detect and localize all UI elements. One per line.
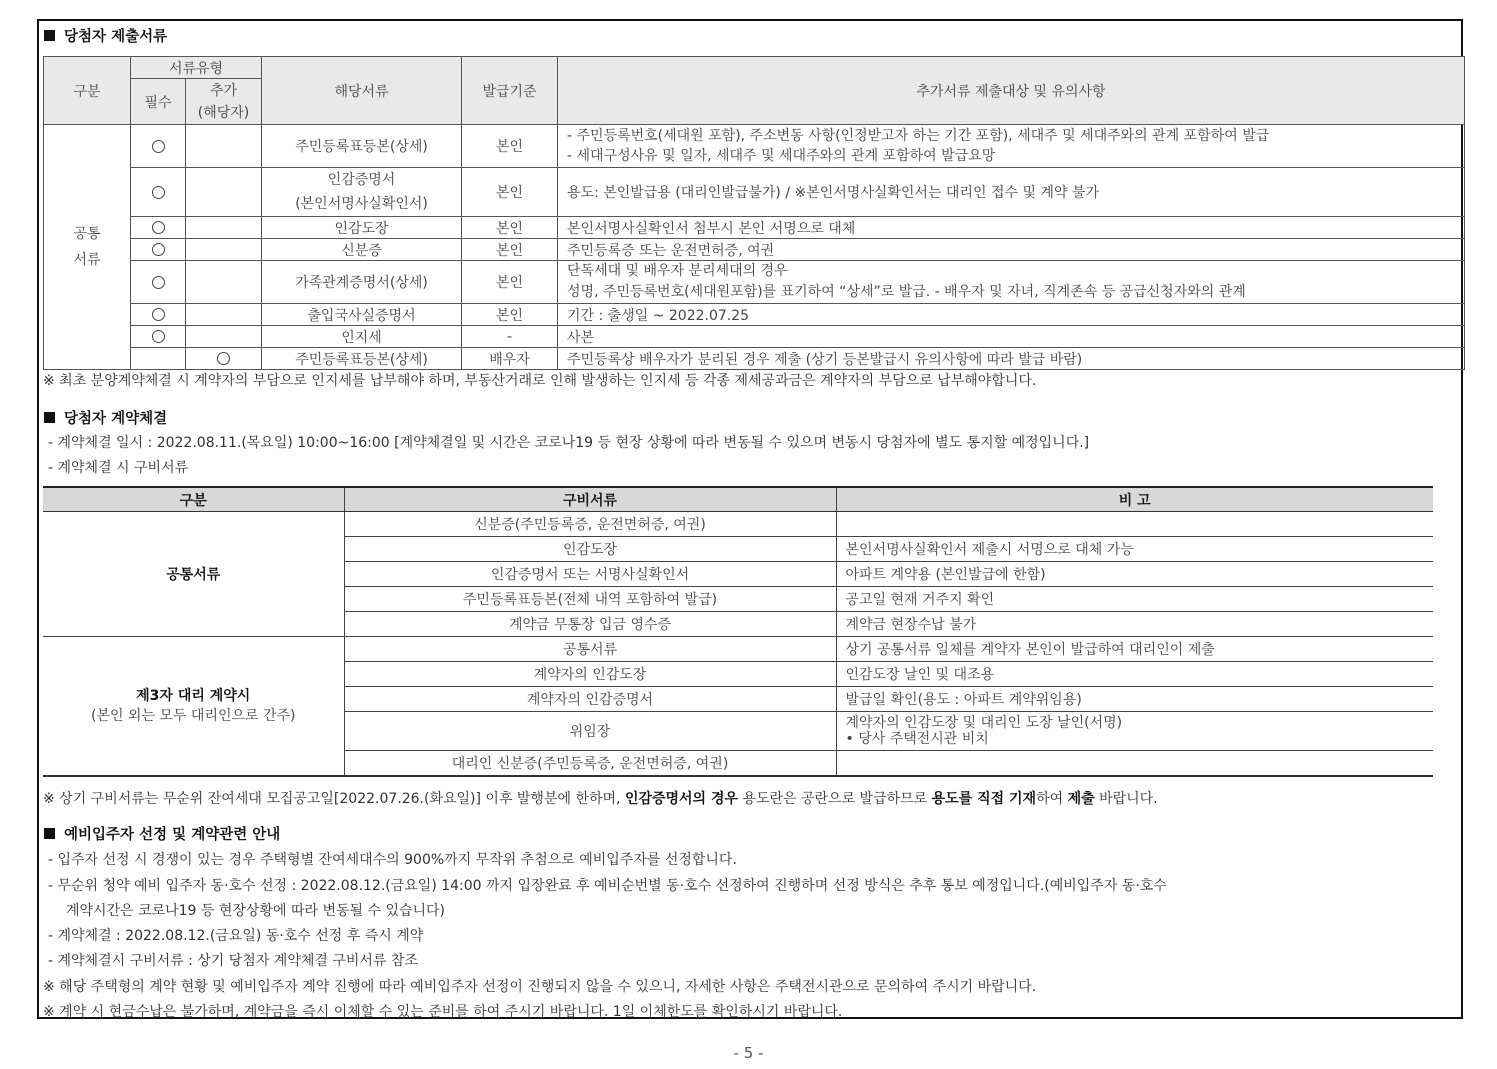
header-document: 해당서류 [262,57,462,125]
required-doc: 계약금 무통장 입금 영수증 [344,612,836,637]
table-row [44,326,1465,348]
document-line2: (본인서명사실확인서) [295,196,428,212]
table-row [44,239,1465,261]
additional-mark [186,304,262,326]
group-label: 공통서류 [166,567,221,583]
header-issue-basis: 발급기준 [462,57,558,125]
required-mark [131,125,186,168]
table-row [43,512,1433,537]
circle-mark-icon [152,140,165,153]
document-name: 신분증 [262,239,462,261]
section-heading-contract [44,407,167,428]
table-row [44,348,1465,370]
docs-validity-footnote [43,788,1158,808]
circle-mark-icon [152,186,165,199]
table-row [43,637,1433,662]
group-common-docs [43,512,344,637]
header-category: 구분 [44,57,131,125]
issue-basis: 본인 [462,304,558,326]
payment-note: ※ 계약 시 현금수납은 불가하며, 계약금을 즉시 이체할 수 있는 준비를 하여 주시기 바랍니다. 1일 이체한도를 확인하시기 바랍니다. [43,1004,843,1020]
document-note: 주민등록증 또는 운전면허증, 여권 [558,239,1465,261]
footnote-bold: 인감증명서의 경우 [624,791,739,807]
additional-mark [186,125,262,168]
additional-mark [186,348,262,370]
required-mark [131,326,186,348]
document-name: 가족관계증명서(상세) [262,261,462,304]
footnote-part: 용도란은 공란으로 발급하므로 [738,791,932,807]
document-name: 주민등록표등본(상세) [262,348,462,370]
required-mark [131,168,186,217]
issue-basis: 본인 [462,125,558,168]
header-notes: 추가서류 제출대상 및 유의사항 [558,57,1465,125]
document-line1: 인감증명서 [327,172,396,188]
remark [836,751,1433,777]
waitlist-line: - 입주자 선정 시 경쟁이 있는 경우 주택형별 잔여세대수의 900%까지 무작위 추첨으로 예비입주자를 선정합니다. [48,852,737,868]
note-line1: - 주민등록번호(세대원 포함), 주소변동 사항(인정받고자 하는 기간 포함), 세대주 및 세대주와의 관계 포함하여 발급 [567,128,1270,144]
document-note: 용도: 본인발급용 (대리인발급불가) / ※본인서명사실확인서는 대리인 접수 및 계약 불가 [558,168,1465,217]
header-additional [186,79,262,125]
footnote-part: 바랍니다. [1094,791,1158,807]
document-name: 인감도장 [262,217,462,239]
footnote-bold: 용도를 직접 기재 [931,791,1037,807]
table-row [44,168,1465,217]
document-note: 기간 : 출생일 ~ 2022.07.25 [558,304,1465,326]
group-sublabel: (본인 외는 모두 대리인으로 간주) [90,708,296,724]
required-doc: 인감도장 [344,537,836,562]
required-doc: 계약자의 인감증명서 [344,687,836,712]
footnote-part: ※ 상기 구비서류는 무순위 잔여세대 모집공고일[2022.07.26.(화요일)] 이후 발행분에 한하며, [43,791,625,807]
footnote-part: 하여 [1036,791,1068,807]
header-additional-line1: 추가 [209,82,238,99]
group-label: 제3자 대리 계약시 [136,688,251,704]
square-bullet-icon [44,412,55,423]
circle-mark-icon [152,276,165,289]
header-required: 필수 [131,79,186,125]
remark: 발급일 확인(용도 : 아파트 계약위임용) [836,687,1433,712]
additional-mark [186,217,262,239]
document-name: 인지세 [262,326,462,348]
issue-basis: 본인 [462,239,558,261]
page-number: - 5 - [733,1044,764,1062]
header-remarks: 비 고 [836,487,1433,512]
circle-mark-icon [152,221,165,234]
common-docs-label [44,125,131,370]
remark-line1: 계약자의 인감도장 및 대리인 도장 날인(서명) [845,715,1123,731]
waitlist-line: - 계약체결시 구비서류 : 상기 당첨자 계약체결 구비서류 참조 [48,953,418,969]
header-additional-line2: (해당자) [197,104,250,121]
waitlist-line: - 무순위 청약 예비 입주자 동·호수 선정 : 2022.08.12.(금요일) 14:00 까지 입장완료 후 예비순번별 동·호수 선정하여 진행하며 선정 방식은 추후 통보 예정입니다.(예비입주자 동·호수 [48,878,1167,894]
note-line2: 성명, 주민등록번호(세대원포함)를 표기하여 “상세”로 발급. - 배우자 및 자녀, 직계존속 등 공급신청자와의 관계 [567,284,1246,300]
circle-mark-icon [152,308,165,321]
note-line1: 단독세대 및 배우자 분리세대의 경우 [567,263,788,279]
group-proxy-contract [43,637,344,777]
additional-mark [186,261,262,304]
heading-text: 당첨자 제출서류 [64,29,168,45]
table-row [44,217,1465,239]
waitlist-line: - 계약체결 : 2022.08.12.(금요일) 동·호수 선정 후 즉시 계약 [48,928,424,944]
required-mark [131,239,186,261]
contract-docs-line: - 계약체결 시 구비서류 [48,460,189,476]
heading-text: 예비입주자 선정 및 계약관련 안내 [64,827,281,843]
required-doc: 위임장 [344,712,836,751]
circle-mark-icon [217,352,230,365]
required-mark [131,304,186,326]
remark: 계약금 현장수납 불가 [836,612,1433,637]
issue-basis: 본인 [462,168,558,217]
required-doc: 계약자의 인감도장 [344,662,836,687]
document-name [262,168,462,217]
common-label-line2: 서류 [73,252,101,268]
header-documents: 구비서류 [344,487,836,512]
remark [836,512,1433,537]
required-doc: 인감증명서 또는 서명사실확인서 [344,562,836,587]
required-doc: 신분증(주민등록증, 운전면허증, 여권) [344,512,836,537]
required-doc: 주민등록표등본(전체 내역 포함하여 발급) [344,587,836,612]
document-note: 사본 [558,326,1465,348]
remark: 아파트 계약용 (본인발급에 한함) [836,562,1433,587]
issue-basis: 배우자 [462,348,558,370]
submission-documents-table [43,56,1465,370]
issue-basis: 본인 [462,261,558,304]
waitlist-note: ※ 해당 주택형의 계약 현황 및 예비입주자 계약 진행에 따라 예비입주자 선정이 진행되지 않을 수 있으니, 자세한 사항은 주택전시관으로 문의하여 주시기 바랍니다. [43,979,1037,995]
additional-mark [186,168,262,217]
stamp-duty-footnote: ※ 최초 분양계약체결 시 계약자의 부담으로 인지세를 납부해야 하며, 부동산거래로 인해 발생하는 인지세 등 각종 제세공과금은 계약자의 부담으로 납부해야합니다. [43,373,1037,389]
required-mark [131,217,186,239]
waitlist-line: 계약시간은 코로나19 등 현장상황에 따라 변동될 수 있습니다) [66,903,446,919]
required-mark [131,261,186,304]
remark: 본인서명사실확인서 제출시 서명으로 대체 가능 [836,537,1433,562]
circle-mark-icon [152,243,165,256]
header-doc-type: 서류유형 [131,57,262,79]
section-heading-waitlist [44,823,280,844]
contract-documents-table [43,486,1433,777]
section-heading-submission [44,25,167,46]
issue-basis: - [462,326,558,348]
common-label-line1: 공통 [73,226,101,242]
document-note [558,261,1465,304]
header-category: 구분 [43,487,344,512]
required-doc: 대리인 신분증(주민등록증, 운전면허증, 여권) [344,751,836,777]
note-line2: - 세대구성사유 및 일자, 세대주 및 세대주와의 관계 포함하여 발급요망 [567,148,996,164]
document-note: 본인서명사실확인서 첨부시 본인 서명으로 대체 [558,217,1465,239]
document-name: 출입국사실증명서 [262,304,462,326]
footnote-bold: 제출 [1067,791,1095,807]
circle-mark-icon [152,330,165,343]
document-name: 주민등록표등본(상세) [262,125,462,168]
remark: 인감도장 날인 및 대조용 [836,662,1433,687]
issue-basis: 본인 [462,217,558,239]
contract-schedule-line: - 계약체결 일시 : 2022.08.11.(목요일) 10:00~16:00 [계약체결일 및 시간은 코로나19 등 현장 상황에 따라 변동될 수 있으며 변동시 당첨자에 별도 통지할 예정입니다.] [48,435,1090,451]
remark [836,712,1433,751]
table-row [44,261,1465,304]
remark-line2: • 당사 주택전시관 비치 [845,731,989,747]
heading-text: 당첨자 계약체결 [64,411,168,427]
remark: 공고일 현재 거주지 확인 [836,587,1433,612]
document-note: 주민등록상 배우자가 분리된 경우 제출 (상기 등본발급시 유의사항에 따라 발급 바람) [558,348,1465,370]
square-bullet-icon [44,30,55,41]
table-row [44,304,1465,326]
square-bullet-icon [44,828,55,839]
table-row [44,125,1465,168]
remark: 상기 공통서류 일체를 계약자 본인이 발급하여 대리인이 제출 [836,637,1433,662]
required-mark [131,348,186,370]
additional-mark [186,239,262,261]
document-note [558,125,1465,168]
additional-mark [186,326,262,348]
required-doc: 공통서류 [344,637,836,662]
